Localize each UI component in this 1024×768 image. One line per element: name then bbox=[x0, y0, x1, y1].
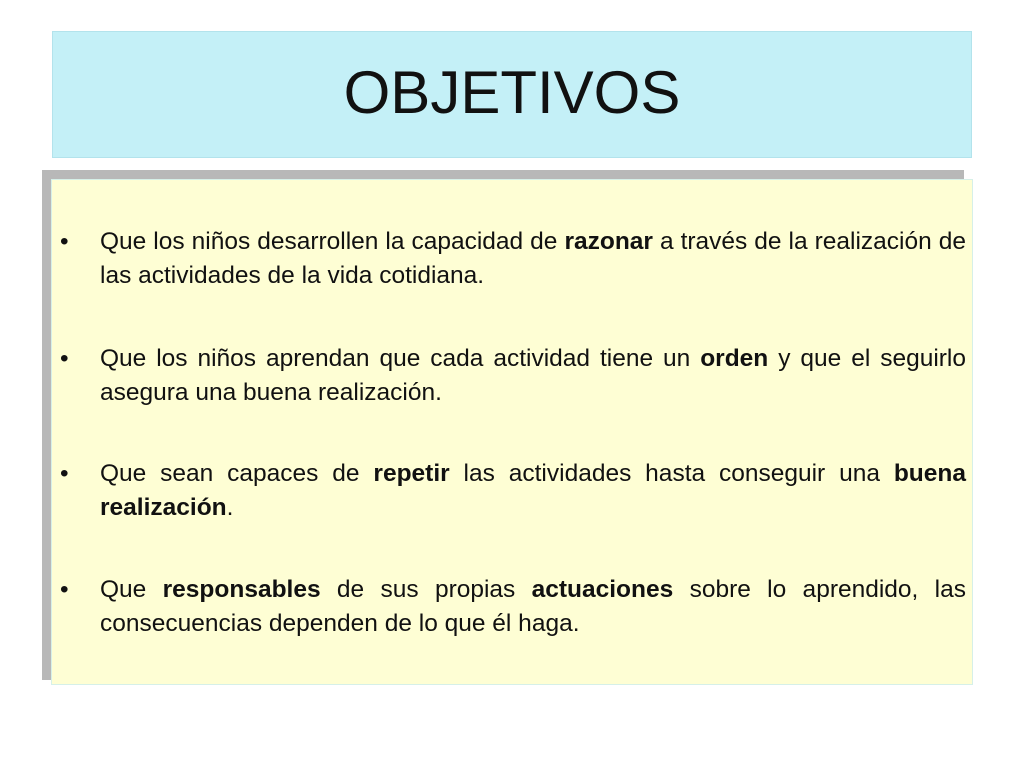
title-box bbox=[52, 31, 972, 158]
emphasis-text: orden bbox=[700, 345, 769, 372]
objective-item bbox=[60, 342, 966, 410]
body-text: Que bbox=[100, 576, 163, 603]
objective-item bbox=[60, 573, 966, 641]
body-text: Que los niños desarrollen la capacidad de bbox=[100, 228, 565, 255]
body-text: y que el seguirlo asegura una buena realización. bbox=[100, 345, 966, 406]
emphasis-text: buena realización bbox=[100, 460, 966, 521]
objective-item bbox=[60, 225, 966, 293]
objective-text bbox=[100, 225, 966, 293]
objective-text bbox=[100, 457, 966, 525]
objective-text bbox=[100, 573, 966, 641]
emphasis-text: repetir bbox=[373, 460, 450, 487]
objective-text bbox=[100, 342, 966, 410]
emphasis-text: responsables bbox=[162, 576, 321, 603]
body-text: a través de la realización de las actividades de la vida cotidiana. bbox=[100, 228, 966, 289]
bullet-icon: • bbox=[60, 228, 69, 255]
body-text: Que sean capaces de bbox=[100, 460, 374, 487]
emphasis-text: razonar bbox=[564, 228, 653, 255]
body-text: las actividades hasta conseguir una bbox=[449, 460, 894, 487]
body-text: de sus propias bbox=[320, 576, 532, 603]
objective-item bbox=[60, 457, 966, 525]
slide-title: OBJETIVOS bbox=[343, 59, 681, 126]
body-text: Que los niños aprendan que cada actividad tiene un bbox=[100, 345, 701, 372]
content-box bbox=[51, 179, 973, 685]
emphasis-text: actuaciones bbox=[531, 576, 674, 603]
bullet-icon: • bbox=[60, 460, 69, 487]
bullet-icon: • bbox=[60, 345, 69, 372]
body-text: sobre lo aprendido, las consecuencias dependen de lo que él haga. bbox=[100, 576, 966, 637]
bullet-icon: • bbox=[60, 576, 69, 603]
body-text: . bbox=[226, 494, 234, 521]
